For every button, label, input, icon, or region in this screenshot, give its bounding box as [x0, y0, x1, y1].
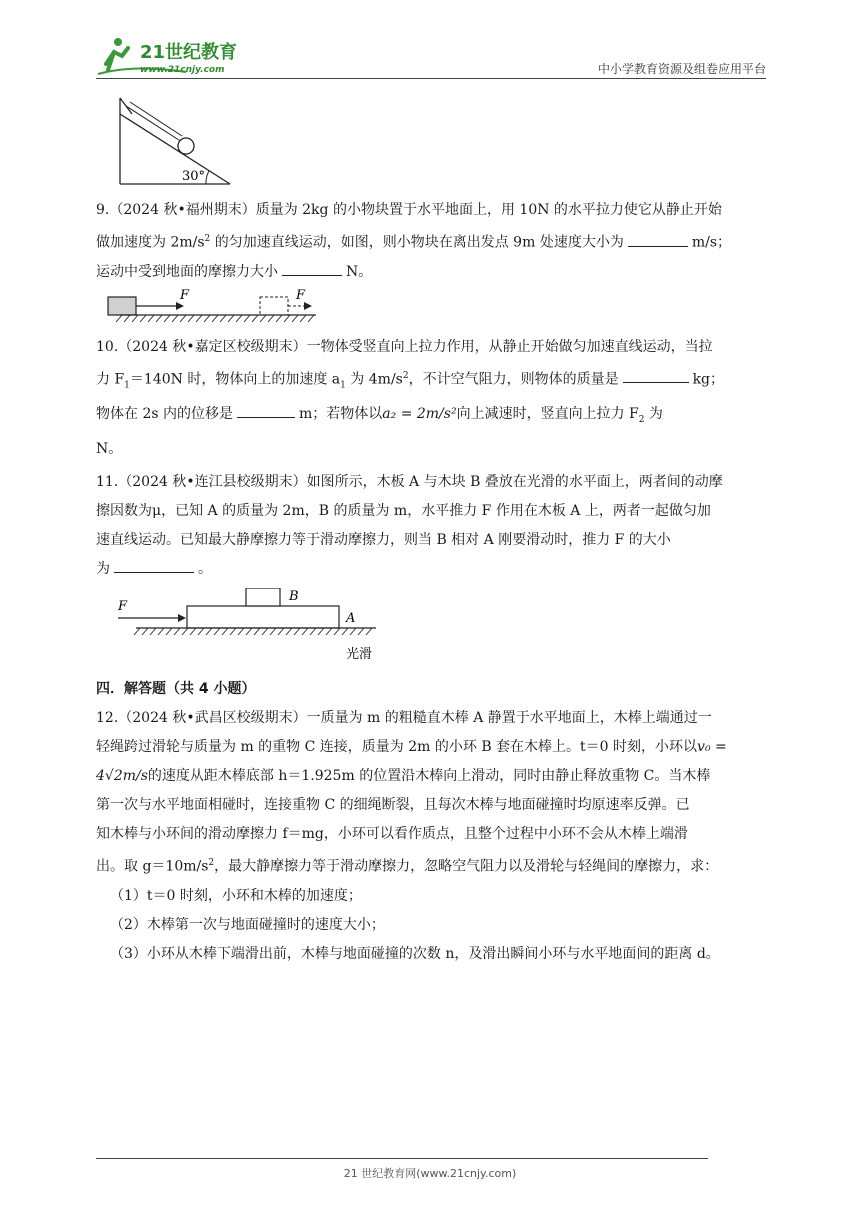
- header-divider: [96, 78, 766, 79]
- q9-line-2: [96, 225, 766, 258]
- q12-text-5: 知木棒与小环间的滑动摩擦力 f＝mg，小环可以看作质点，且整个过程中小环不会从木棒上端滑: [96, 825, 688, 842]
- q10-text-2b: ＝140N 时，物体向上的加速度 a: [129, 371, 341, 388]
- section-title: 四．解答题（共 4 小题）: [96, 680, 256, 697]
- q12-line-3: [96, 762, 766, 791]
- q11-text-4a: 为: [96, 560, 110, 577]
- q11-text-4b: 。: [198, 560, 212, 577]
- q10-line-3: [96, 400, 766, 435]
- q9-text-2c: m/s；: [691, 234, 732, 251]
- question-number: 11.: [96, 473, 119, 490]
- q12-line-5: [96, 820, 766, 849]
- q12-line-2: [96, 733, 766, 762]
- q10-math: a₂ = 2m/s²: [382, 406, 457, 423]
- question-source: （2024 秋•武昌区校级期末）: [118, 709, 307, 726]
- q9-line-1: [96, 196, 766, 225]
- q12-text-6a: 出。取 g＝10m/s: [96, 858, 209, 875]
- q11-figure: [96, 588, 396, 668]
- q9-text-2b: 的匀加速直线运动，如图，则小物块在离出发点 9m 处速度大小为: [210, 234, 624, 251]
- board-a-label: A: [346, 610, 356, 626]
- q12-subquestion-1: （1）t＝0 时刻，小环和木棒的加速度；: [110, 887, 362, 904]
- question-10: [96, 333, 766, 464]
- q10-text-1: 一物体受竖直向上拉力作用，从静止开始做匀加速直线运动，当拉: [306, 338, 713, 355]
- q9-text-3b: N。: [346, 263, 373, 280]
- incline-figure: [96, 92, 236, 190]
- q12-sup: 2: [208, 857, 215, 868]
- q12-line-4: [96, 791, 766, 820]
- question-number: 12.: [96, 709, 119, 726]
- q11-line-2: [96, 497, 766, 526]
- q11-text-1: 如图所示，木板 A 与木块 B 叠放在光滑的水平面上，两者间的动摩: [306, 473, 723, 490]
- q9-text-3a: 运动中受到地面的摩擦力大小: [96, 263, 278, 280]
- q10-sup: 2: [402, 370, 409, 381]
- q12-subquestion-2: （2）木棒第一次与地面碰撞时的速度大小；: [110, 916, 385, 933]
- q10-text-2a: 力 F: [96, 371, 125, 388]
- q10-sub3: 2: [638, 414, 645, 425]
- q10-text-2e: kg；: [692, 371, 725, 388]
- board-a: [187, 606, 339, 628]
- q12-text-4: 第一次与水平地面相碰时，连接重物 C 的细绳断裂，且每次木棒与地面碰撞时均原速率反弹。已: [96, 796, 690, 813]
- force-label: F: [118, 598, 128, 614]
- block-b: [246, 588, 280, 606]
- q9-text-1: 质量为 2kg 的小物块置于水平地面上，用 10N 的水平拉力使它从静止开始: [255, 202, 722, 218]
- question-number: 10.: [96, 338, 119, 355]
- q12-text-3b: 的速度从距木棒底部 h＝1.925m 的位置沿木棒向上滑动，同时由静止释放重物 C。当木棒: [147, 767, 711, 784]
- page-footer: 21 世纪教育网(www.21cnjy.com): [343, 1167, 517, 1180]
- q9-figure: [96, 287, 316, 327]
- force-label: F: [296, 287, 306, 303]
- q11-text-2: 擦因数为μ，已知 A 的质量为 2m，B 的质量为 m，水平推力 F 作用在木板 A 上，两者一起做匀加: [96, 502, 711, 519]
- q9-line-3: [96, 258, 766, 287]
- question-source: （2024 秋•嘉定区校级期末）: [118, 338, 307, 355]
- q10-text-2d: ，不计空气阻力，则物体的质量是: [408, 371, 619, 388]
- block-b-label: B: [289, 588, 299, 604]
- question-source: （2024 秋•连江县校级期末）: [118, 473, 307, 490]
- question-number: 9.: [96, 202, 110, 218]
- q10-text-2c: 为 4m/s: [345, 371, 403, 388]
- q10-line-1: [96, 333, 766, 362]
- q12-text-2a: 轻绳跨过滑轮与质量为 m 的重物 C 连接，质量为 2m 的小环 B 套在木棒上。t＝0 时刻，小环以: [96, 738, 698, 755]
- q9-text-2a: 做加速度为 2m/s: [96, 234, 205, 251]
- answer-blank[interactable]: [114, 558, 194, 573]
- answer-blank[interactable]: [237, 403, 295, 418]
- question-9: [96, 196, 766, 327]
- logo: [96, 34, 256, 78]
- question-source: （2024 秋•福州期末）: [109, 202, 256, 218]
- logo-url: www.21cnjy.com: [140, 65, 225, 75]
- page-content: [96, 92, 766, 969]
- q10-sub: 1: [124, 380, 130, 391]
- answer-blank[interactable]: [623, 368, 689, 383]
- smooth-label: 光滑: [346, 646, 373, 662]
- q10-text-3b: m；若物体以: [299, 406, 383, 423]
- q10-line-2: [96, 362, 766, 400]
- q11-line-4: [96, 555, 766, 584]
- q10-text-3c: 向上减速时，竖直向上拉力 F: [456, 406, 639, 423]
- force-label: F: [180, 287, 190, 303]
- q12-subquestion-3: （3）小环从木棒下端滑出前，木棒与地面碰撞的次数 n，及滑出瞬间小环与水平地面间的距离 d。: [110, 945, 720, 962]
- q11-line-1: [96, 468, 766, 497]
- platform-name: 中小学教育资源及组卷应用平台: [597, 62, 766, 76]
- logo-text: 21世纪教育: [140, 42, 238, 63]
- q10-text-4: N。: [96, 440, 123, 457]
- q11-line-3: [96, 526, 766, 555]
- q12-math-speed: 4√2m/s: [96, 767, 148, 784]
- q12-line-6: [96, 849, 766, 882]
- question-12: [96, 704, 766, 969]
- page-header: [96, 34, 766, 82]
- q12-text-6b: ，最大静摩擦力等于滑动摩擦力，忽略空气阻力以及滑轮与轻绳间的摩擦力，求：: [214, 858, 719, 875]
- q12-text-1: 一质量为 m 的粗糙直木棒 A 静置于水平地面上，木棒上端通过一: [306, 709, 712, 726]
- q12-line-1: [96, 704, 766, 733]
- question-11: [96, 468, 766, 668]
- footer-divider: [96, 1158, 708, 1159]
- q9-sup: 2: [204, 234, 211, 244]
- q11-text-3: 速直线运动。已知最大静摩擦力等于滑动摩擦力，则当 B 相对 A 刚要滑动时，推力 F 的大小: [96, 531, 671, 548]
- q10-text-3d: 为: [644, 406, 663, 423]
- q12-math-v0: v₀ =: [697, 738, 727, 755]
- q10-text-3a: 物体在 2s 内的位移是: [96, 406, 233, 423]
- q10-sub2: 1: [340, 380, 346, 391]
- answer-blank[interactable]: [282, 261, 342, 276]
- angle-label: 30°: [182, 169, 206, 184]
- q10-line-4: [96, 435, 766, 464]
- answer-blank[interactable]: [628, 232, 688, 247]
